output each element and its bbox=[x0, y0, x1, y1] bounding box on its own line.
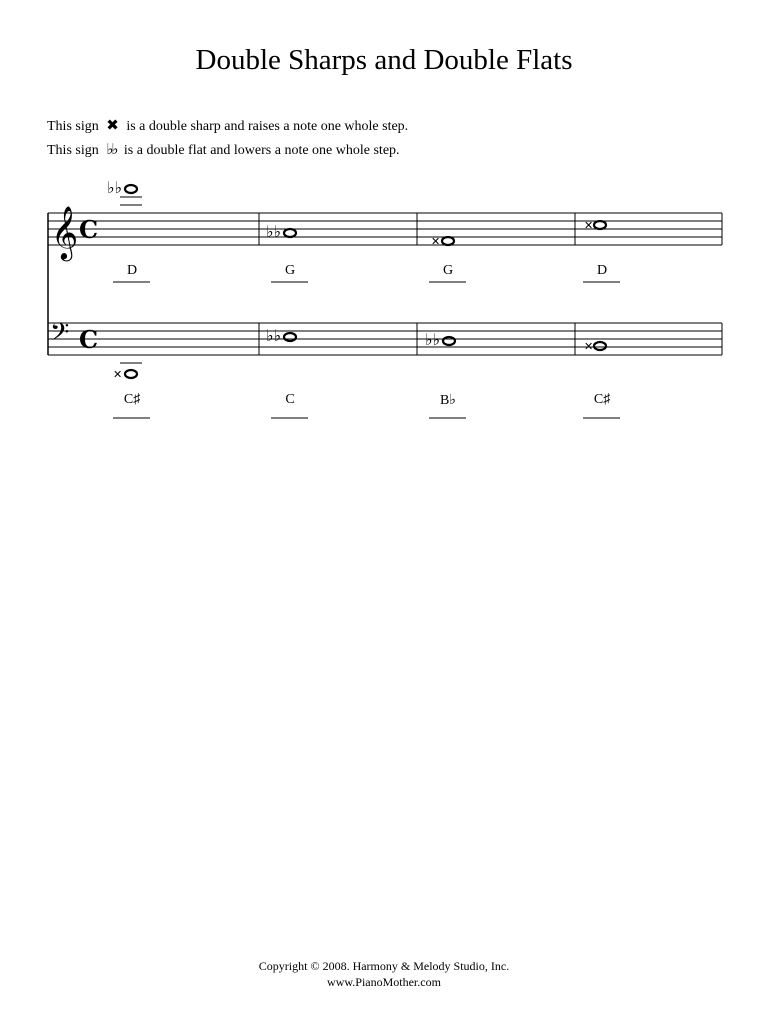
treble-answer-4: D bbox=[596, 263, 608, 278]
bass-answer-4: C♯ bbox=[593, 392, 611, 407]
intro-text: This sign bbox=[47, 119, 99, 134]
whole-note bbox=[594, 221, 606, 229]
common-time-icon: C bbox=[79, 325, 99, 354]
double-sharp-icon: ✕ bbox=[113, 368, 123, 381]
treble-answer-1: D bbox=[126, 263, 138, 278]
double-sharp-icon: ✕ bbox=[431, 235, 441, 248]
intro-text: is a double flat and lowers a note one whole step. bbox=[123, 143, 400, 158]
double-sharp-icon: ✖ bbox=[106, 116, 119, 134]
bass-answer-1: C♯ bbox=[123, 392, 141, 407]
treble-answer-3: G bbox=[442, 263, 454, 278]
treble-note-1 bbox=[107, 178, 137, 197]
bass-answer-3: B♭ bbox=[440, 393, 456, 408]
double-sharp-icon: ✕ bbox=[584, 340, 594, 353]
intro-text: This sign bbox=[47, 143, 99, 158]
intro-text: is a double sharp and raises a note one whole step. bbox=[126, 119, 409, 134]
whole-note bbox=[125, 185, 137, 193]
double-sharp-icon: ✕ bbox=[584, 219, 594, 232]
double-flat-icon: ♭♭ bbox=[106, 140, 117, 158]
whole-note bbox=[442, 237, 454, 245]
website-link[interactable]: www.PianoMother.com bbox=[327, 975, 441, 989]
whole-note bbox=[284, 333, 296, 341]
treble-note-2 bbox=[266, 222, 296, 241]
treble-clef-icon: 𝄞 bbox=[51, 205, 79, 259]
double-flat-icon: ♭♭ bbox=[425, 330, 441, 349]
treble-answer-2: G bbox=[284, 263, 296, 278]
common-time-icon: C bbox=[79, 215, 99, 244]
whole-note bbox=[594, 342, 606, 350]
bass-answer-2: C bbox=[285, 392, 295, 407]
double-flat-icon: ♭♭ bbox=[266, 326, 282, 345]
treble-staff bbox=[48, 213, 722, 245]
bass-note-2 bbox=[266, 326, 296, 345]
copyright-text: Copyright © 2008. Harmony & Melody Studio, Inc. bbox=[258, 959, 510, 973]
whole-note bbox=[284, 229, 296, 237]
whole-note bbox=[125, 370, 137, 378]
bass-staff bbox=[48, 323, 722, 355]
bass-clef-icon: 𝄢 bbox=[50, 318, 70, 353]
whole-note bbox=[443, 337, 455, 345]
page-title: Double Sharps and Double Flats bbox=[195, 44, 573, 76]
bass-note-1 bbox=[113, 368, 137, 381]
double-flat-icon: ♭♭ bbox=[266, 222, 282, 241]
double-flat-icon: ♭♭ bbox=[107, 178, 123, 197]
